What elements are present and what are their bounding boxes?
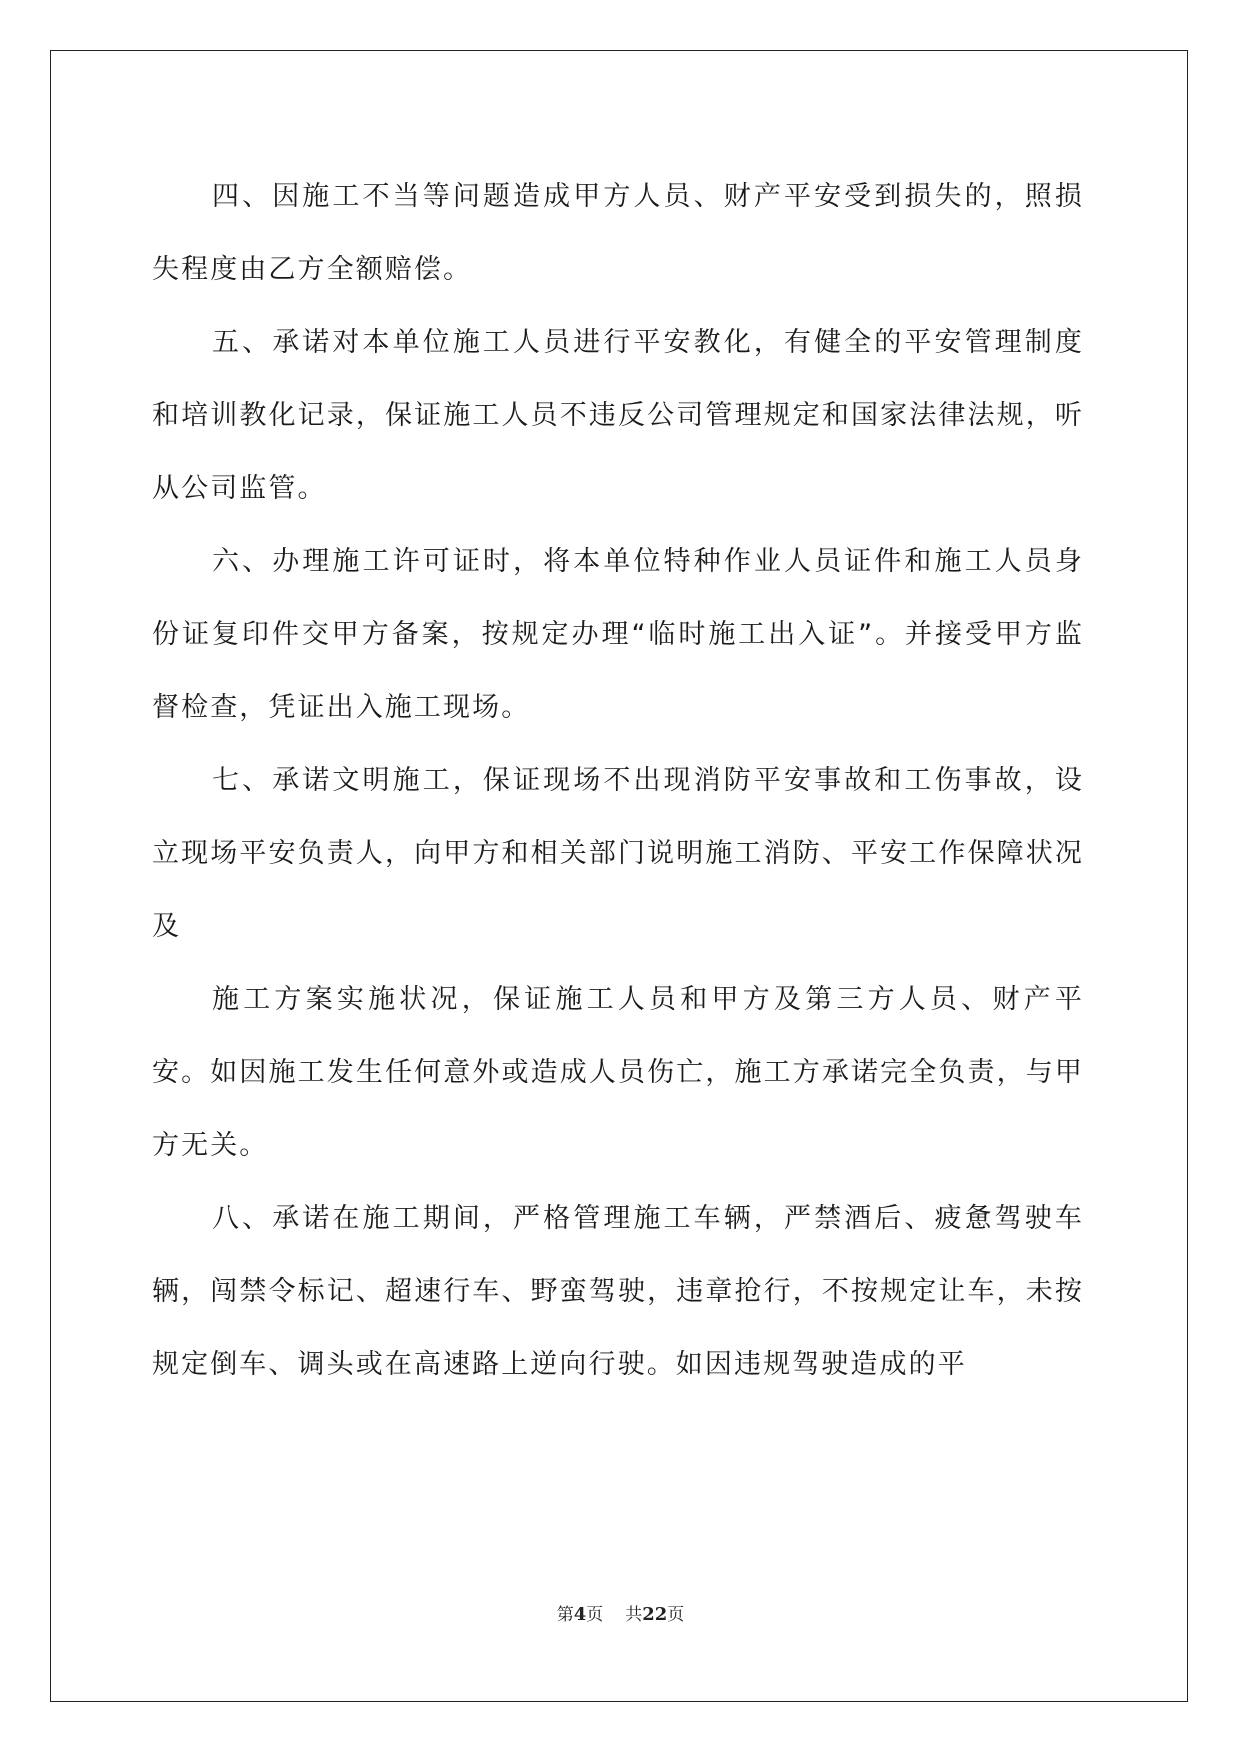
paragraph-8: 八、承诺在施工期间，严格管理施工车辆，严禁酒后、疲惫驾驶车辆，闯禁令标记、超速行车、野蛮驾驶，违章抢行，不按规定让车，未按规定倒车、调头或在高速路上逆向行驶。如因违规驾驶造成的平 xyxy=(152,1203,1084,1380)
page-prefix: 第 xyxy=(556,1605,574,1625)
total-prefix: 共 xyxy=(625,1605,643,1625)
page-footer xyxy=(0,1600,1241,1625)
document-body xyxy=(152,160,1084,1401)
total-pages: 22 xyxy=(642,1604,668,1625)
page-suffix: 页 xyxy=(586,1605,604,1625)
page-number: 4 xyxy=(573,1604,587,1625)
paragraph-4: 四、因施工不当等问题造成甲方人员、财产平安受到损失的，照损失程度由乙方全额赔偿。 xyxy=(152,181,1084,285)
paragraph-7-continued: 施工方案实施状况，保证施工人员和甲方及第三方人员、财产平安。如因施工发生任何意外或造成人员伤亡，施工方承诺完全负责，与甲方无关。 xyxy=(152,984,1084,1161)
paragraph-6: 六、办理施工许可证时，将本单位特种作业人员证件和施工人员身份证复印件交甲方备案，按规定办理“临时施工出入证”。并接受甲方监督检查，凭证出入施工现场。 xyxy=(152,546,1084,723)
paragraph-5: 五、承诺对本单位施工人员进行平安教化，有健全的平安管理制度和培训教化记录，保证施工人员不违反公司管理规定和国家法律法规，听从公司监管。 xyxy=(152,327,1084,504)
total-suffix: 页 xyxy=(667,1605,685,1625)
paragraph-7: 七、承诺文明施工，保证现场不出现消防平安事故和工伤事故，设立现场平安负责人，向甲方和相关部门说明施工消防、平安工作保障状况及 xyxy=(152,765,1084,942)
